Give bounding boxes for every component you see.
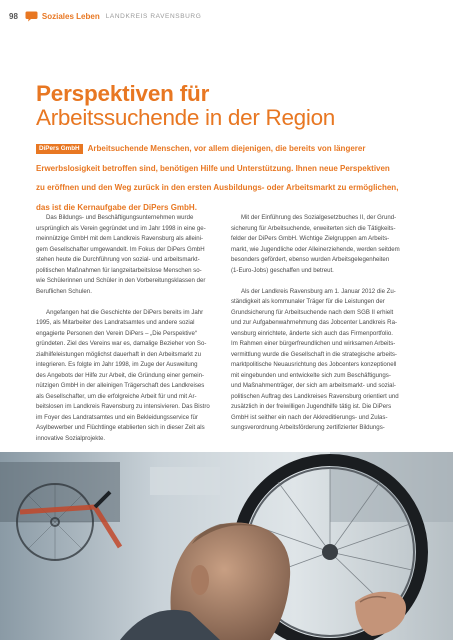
company-badge: DiPers GmbH — [36, 144, 83, 154]
text-line: gem Gesellschafter umgewandelt. Im Fokus der DiPers GmbH — [36, 245, 205, 253]
text-line: sicherung für Arbeitsuchende, erweiterten sich die Tätigkeits- — [231, 224, 396, 232]
body-paragraph — [231, 287, 410, 434]
lead-line: das ist die Kernaufgabe der DiPers GmbH. — [36, 202, 197, 212]
body-column-left — [36, 213, 215, 455]
speech-bubble-icon — [25, 11, 38, 22]
text-line: Angefangen hat die Geschichte der DiPers bereits im Jahr — [46, 308, 204, 316]
text-line: Im Rahmen einer bürgerfreundlichen und wirksamen Arbeits- — [231, 340, 396, 347]
text-line: Grundsicherung für Arbeitsuchende nach dem SGB II erhielt — [231, 308, 394, 316]
text-line: des Angebots der Hilfe zur Arbeit, die Gründung einer gemein- — [36, 371, 205, 379]
body-column-right — [231, 213, 410, 444]
text-line: gründeten. Ziel des Vereins war es, damalige Bezieher von So- — [36, 340, 207, 347]
text-line: meinnützige GmbH mit dem Landkreis Ravensburg als alleini- — [36, 235, 203, 242]
headline-line-1: Perspektiven für — [36, 81, 210, 106]
section-name: Soziales Leben — [41, 11, 100, 21]
text-line: stehen heute die Durchführung von sozial- und arbeitsmarkt- — [36, 256, 200, 263]
text-line: und zur Aufgabenwahrnehmung das Jobcenter Landkreis Ra- — [231, 319, 397, 326]
text-line: GmbH ist seither ein nach der Akkreditierungs- und Zulas- — [231, 413, 388, 421]
body-paragraph — [36, 213, 215, 297]
text-line: Mit der Einführung des Sozialgesetzbuches II, der Grund- — [241, 214, 397, 221]
text-line: integrieren. Es folgte im Jahr 1998, im Zuge der Ausweitung — [36, 361, 198, 368]
text-line: politischen Maßnahmen für langzeitarbeitslose Menschen so- — [36, 266, 202, 274]
text-line: politischen Auftrag des Landkreises Ravensburg orientiert und — [231, 392, 399, 400]
running-header — [9, 9, 201, 23]
body-paragraph — [231, 213, 410, 276]
text-line: 1995, als Mitarbeiter des Landratsamtes und andere sozial — [36, 319, 195, 326]
lead-text: Arbeitsuchende Menschen, vor allem diejenigen, die bereits von längerer — [87, 144, 366, 153]
text-line: nützigen GmbH in der alleinigen Trägerschaft des Landkreises — [36, 382, 205, 389]
text-line: marktpolitische Neuausrichtung des Jobcenters konzeptionell — [231, 361, 397, 368]
text-line: beitslosen im Landkreis Ravensburg zu intensivieren. Das Bistro — [36, 403, 210, 410]
bicycle-repair-photo — [0, 452, 453, 640]
lead-line: zu eröffnen und den Weg zurück in den ersten Ausbildungs- oder Arbeitsmarkt zu ermöglichen, — [36, 183, 399, 192]
lead-line: Erwerbslosigkeit betroffen sind, benötigen Hilfe und Unterstützung. Ihnen neue Perspektiven — [36, 163, 390, 173]
text-line: ständigkeit als kommunaler Träger für die Leistungen der — [231, 298, 385, 305]
text-line: mit eingebunden und entwickelte sich zum Beschäftigungs- — [231, 371, 391, 379]
text-line: vensburg einrichtete, änderte sich auch das Firmenportfolio. — [231, 329, 393, 337]
headline-line-2: Arbeitssuchende in der Region — [36, 105, 335, 130]
text-line: und Maßnahmenträger, der sich am arbeitsmarkt- und sozial- — [231, 382, 396, 389]
text-line: Asylbewerber und Flüchtlinge etablierten sich in dieser Zeit als — [36, 424, 205, 431]
body-paragraph — [36, 308, 215, 445]
text-line: markt, wie Jugendliche oder Alleinerziehende, werden seitdem — [231, 245, 400, 253]
text-line: besonders gefördert, ebenso wurden Arbeitsgelegenheiten — [231, 256, 390, 263]
text-line: Als der Landkreis Ravensburg am 1. Januar 2012 die Zu- — [241, 287, 396, 295]
text-line: innovative Sozialprojekte. — [36, 434, 106, 442]
page-number: 98 — [9, 11, 18, 21]
text-line: sungsverordnung Arbeitsförderung zertifizierter Bildungs- — [231, 424, 385, 431]
section-subtitle: LANDKREIS RAVENSBURG — [105, 12, 202, 20]
text-line: im Foyer des Landratsamtes und ein Bekleidungsservice für — [36, 413, 198, 421]
text-line: Das Bildungs- und Beschäftigungsunternehmen wurde — [46, 214, 194, 221]
text-line: felder der DiPers GmbH. Wichtige Zielgruppen am Arbeits- — [231, 235, 390, 242]
text-line: (1-Euro-Jobs) geschaffen und betreut. — [231, 266, 334, 274]
text-line: ursprünglich als Verein gegründet und im Jahr 1998 in eine ge- — [36, 224, 206, 232]
workshop-illustration — [0, 452, 453, 640]
lead-paragraph — [36, 139, 420, 217]
text-line: als Gesellschafter, um die erfolgreiche Arbeit für und mit Ar- — [36, 392, 197, 400]
text-line: wie Schülerinnen und Schüler in den Vorbereitungsklassen der — [36, 277, 206, 284]
text-line: engagierte Personen den Verein DiPers – „Die Perspektive“ — [36, 329, 197, 337]
text-line: Beruflichen Schulen. — [36, 287, 92, 295]
text-line: zusätzlich in der freiwilligen Jugendhilfe tätig ist. Die DiPers — [231, 403, 392, 410]
text-line: zialhilfeleistungen möglichst dauerhaft in den Arbeitsmarkt zu — [36, 350, 201, 358]
lead-line — [36, 139, 420, 159]
text-line: vermittlung wurde die Gesellschaft in die strategische arbeits- — [231, 350, 397, 358]
